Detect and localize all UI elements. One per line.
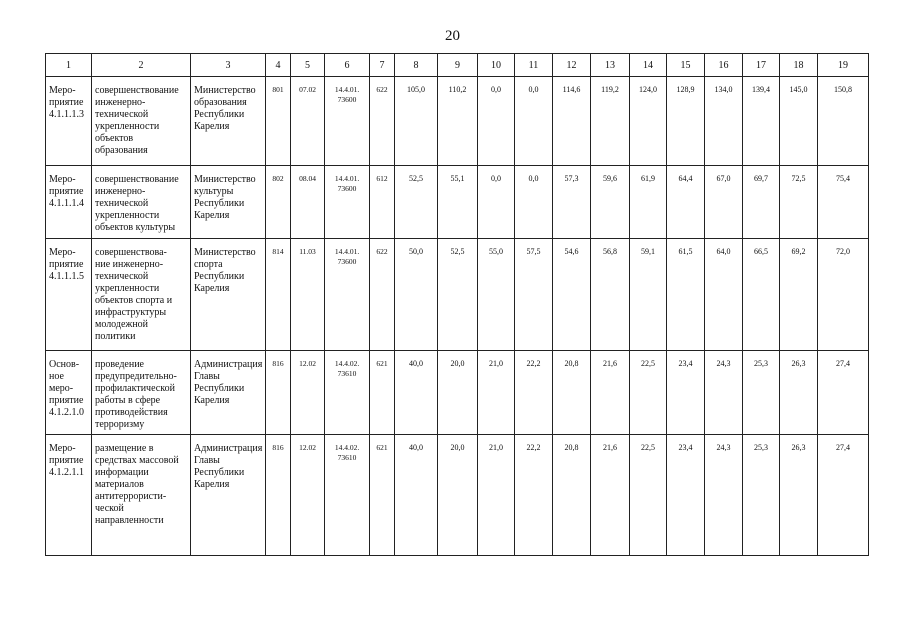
table-row [46, 239, 869, 351]
value-cell: 22,2 [515, 351, 553, 435]
value-cell: 134,0 [705, 77, 743, 166]
value-cell: 20,0 [438, 351, 478, 435]
column-header: 19 [818, 54, 869, 77]
value-cell: 139,4 [743, 77, 780, 166]
value-cell: 21,6 [591, 351, 630, 435]
value-cell: 40,0 [395, 434, 438, 555]
value-cell: 20,8 [553, 351, 591, 435]
value-cell: 22,5 [630, 351, 667, 435]
column-header: 13 [591, 54, 630, 77]
value-cell: 27,4 [818, 434, 869, 555]
target-item-code-cell: 14.4.01. 73600 [325, 239, 370, 351]
value-cell: 22,2 [515, 434, 553, 555]
value-cell: 0,0 [478, 165, 515, 238]
responsible-ministry-cell: Министерство образования Республики Карелия [191, 77, 266, 166]
activity-code-cell: Основ- ное меро- приятие 4.1.2.1.0 [46, 351, 92, 435]
ministry-code-cell: 802 [266, 165, 291, 238]
value-cell: 40,0 [395, 351, 438, 435]
value-cell: 54,6 [553, 239, 591, 351]
value-cell: 20,8 [553, 434, 591, 555]
value-cell: 23,4 [667, 434, 705, 555]
section-code-cell: 12.02 [291, 434, 325, 555]
value-cell: 145,0 [780, 77, 818, 166]
column-header: 8 [395, 54, 438, 77]
activity-description-cell: совершенствова- ние инженерно- технической укрепленности объектов спорта и инфраструктуры молодежной политики [92, 239, 191, 351]
activity-description-cell: совершенствование инженерно- технической укрепленности объектов образования [92, 77, 191, 166]
value-cell: 25,3 [743, 351, 780, 435]
section-code-cell: 08.04 [291, 165, 325, 238]
column-header: 16 [705, 54, 743, 77]
activity-code-cell: Меро- приятие 4.1.2.1.1 [46, 434, 92, 555]
value-cell: 56,8 [591, 239, 630, 351]
expense-type-code-cell: 622 [370, 239, 395, 351]
value-cell: 26,3 [780, 434, 818, 555]
value-cell: 21,0 [478, 434, 515, 555]
expense-type-code-cell: 622 [370, 77, 395, 166]
expense-type-code-cell: 621 [370, 434, 395, 555]
activity-description-cell: совершенствование инженерно- технической укрепленности объектов культуры [92, 165, 191, 238]
budget-table [45, 53, 869, 556]
table-row [46, 434, 869, 555]
column-header: 11 [515, 54, 553, 77]
activity-description-cell: размещение в средствах массовой информации материалов антитеррористи- ческой направленности [92, 434, 191, 555]
column-header: 7 [370, 54, 395, 77]
activity-code-cell: Меро- приятие 4.1.1.1.5 [46, 239, 92, 351]
value-cell: 24,3 [705, 434, 743, 555]
ministry-code-cell: 801 [266, 77, 291, 166]
column-header: 4 [266, 54, 291, 77]
value-cell: 57,3 [553, 165, 591, 238]
value-cell: 0,0 [478, 77, 515, 166]
activity-code-cell: Меро- приятие 4.1.1.1.4 [46, 165, 92, 238]
value-cell: 55,0 [478, 239, 515, 351]
column-header: 12 [553, 54, 591, 77]
expense-type-code-cell: 612 [370, 165, 395, 238]
value-cell: 72,0 [818, 239, 869, 351]
target-item-code-cell: 14.4.01. 73600 [325, 165, 370, 238]
value-cell: 105,0 [395, 77, 438, 166]
value-cell: 27,4 [818, 351, 869, 435]
activity-description-cell: проведение предупредительно- профилактической работы в сфере противодействия терроризму [92, 351, 191, 435]
responsible-ministry-cell: Администрация Главы Республики Карелия [191, 351, 266, 435]
ministry-code-cell: 816 [266, 434, 291, 555]
value-cell: 25,3 [743, 434, 780, 555]
value-cell: 124,0 [630, 77, 667, 166]
section-code-cell: 11.03 [291, 239, 325, 351]
value-cell: 119,2 [591, 77, 630, 166]
target-item-code-cell: 14.4.02. 73610 [325, 434, 370, 555]
value-cell: 150,8 [818, 77, 869, 166]
value-cell: 72,5 [780, 165, 818, 238]
value-cell: 64,0 [705, 239, 743, 351]
table-row [46, 165, 869, 238]
value-cell: 69,2 [780, 239, 818, 351]
value-cell: 23,4 [667, 351, 705, 435]
value-cell: 55,1 [438, 165, 478, 238]
value-cell: 22,5 [630, 434, 667, 555]
section-code-cell: 12.02 [291, 351, 325, 435]
value-cell: 26,3 [780, 351, 818, 435]
column-header: 10 [478, 54, 515, 77]
value-cell: 50,0 [395, 239, 438, 351]
table-row [46, 351, 869, 435]
expense-type-code-cell: 621 [370, 351, 395, 435]
value-cell: 64,4 [667, 165, 705, 238]
column-header: 17 [743, 54, 780, 77]
value-cell: 59,6 [591, 165, 630, 238]
column-header: 3 [191, 54, 266, 77]
page-number: 20 [445, 28, 460, 44]
column-header: 9 [438, 54, 478, 77]
activity-code-cell: Меро- приятие 4.1.1.1.3 [46, 77, 92, 166]
value-cell: 21,0 [478, 351, 515, 435]
responsible-ministry-cell: Администрация Главы Республики Карелия [191, 434, 266, 555]
column-header: 5 [291, 54, 325, 77]
ministry-code-cell: 814 [266, 239, 291, 351]
value-cell: 61,5 [667, 239, 705, 351]
column-header: 14 [630, 54, 667, 77]
header-row [46, 54, 869, 77]
column-header: 1 [46, 54, 92, 77]
ministry-code-cell: 816 [266, 351, 291, 435]
value-cell: 0,0 [515, 165, 553, 238]
table-row [46, 77, 869, 166]
value-cell: 66,5 [743, 239, 780, 351]
responsible-ministry-cell: Министерство культуры Республики Карелия [191, 165, 266, 238]
value-cell: 110,2 [438, 77, 478, 166]
value-cell: 24,3 [705, 351, 743, 435]
column-header: 2 [92, 54, 191, 77]
value-cell: 57,5 [515, 239, 553, 351]
target-item-code-cell: 14.4.02. 73610 [325, 351, 370, 435]
value-cell: 0,0 [515, 77, 553, 166]
target-item-code-cell: 14.4.01. 73600 [325, 77, 370, 166]
value-cell: 75,4 [818, 165, 869, 238]
column-header: 6 [325, 54, 370, 77]
value-cell: 52,5 [438, 239, 478, 351]
value-cell: 21,6 [591, 434, 630, 555]
value-cell: 67,0 [705, 165, 743, 238]
value-cell: 52,5 [395, 165, 438, 238]
column-header: 18 [780, 54, 818, 77]
section-code-cell: 07.02 [291, 77, 325, 166]
value-cell: 59,1 [630, 239, 667, 351]
value-cell: 20,0 [438, 434, 478, 555]
value-cell: 114,6 [553, 77, 591, 166]
responsible-ministry-cell: Министерство спорта Республики Карелия [191, 239, 266, 351]
value-cell: 69,7 [743, 165, 780, 238]
value-cell: 128,9 [667, 77, 705, 166]
table-body [46, 77, 869, 556]
column-header: 15 [667, 54, 705, 77]
value-cell: 61,9 [630, 165, 667, 238]
